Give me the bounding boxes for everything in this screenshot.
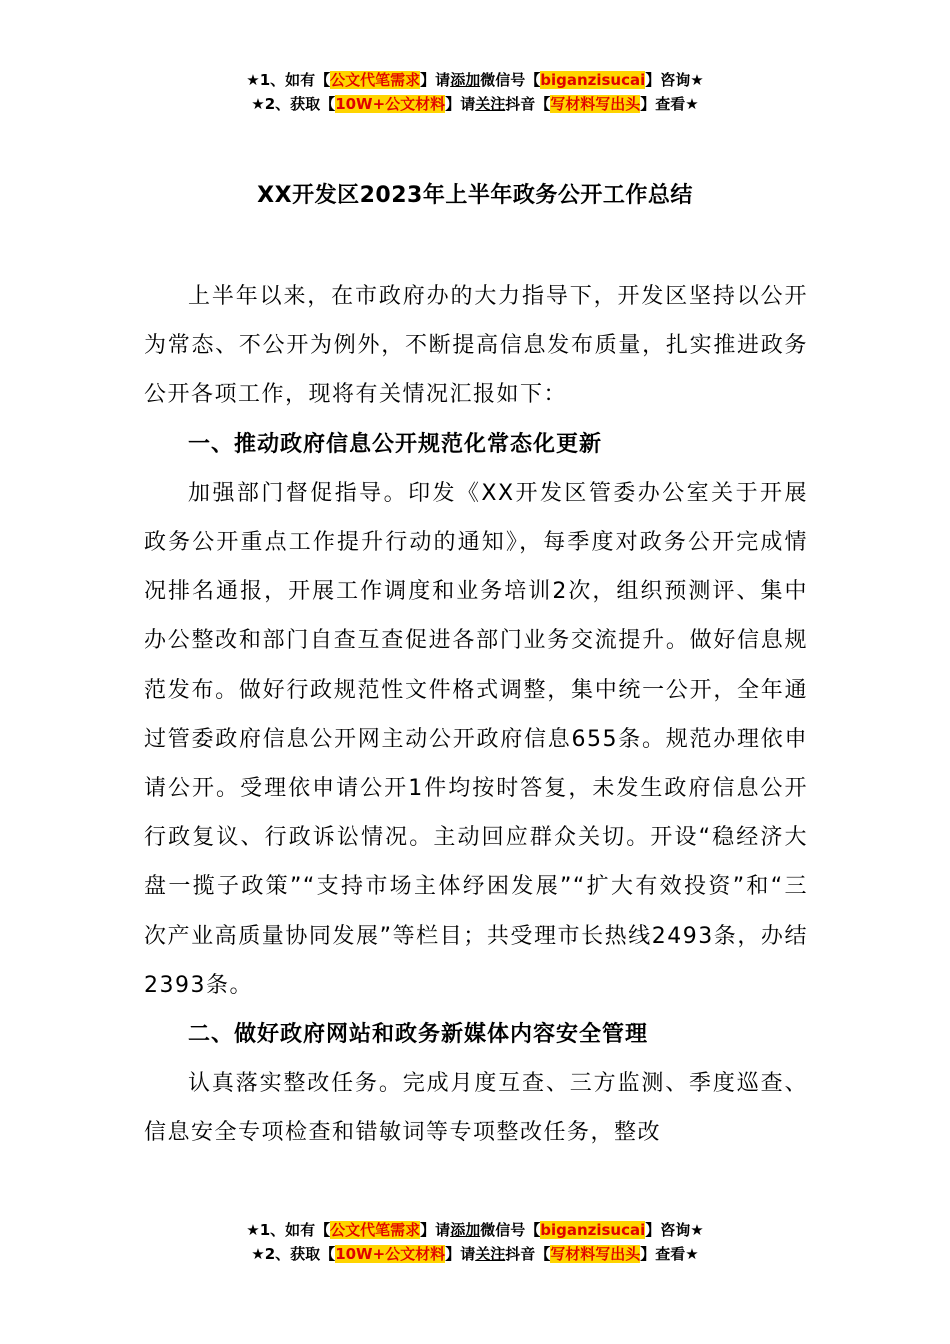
banner-line-1: ★1、如有【公文代笔需求】请添加微信号【biganzisucai】咨询★: [246, 1221, 704, 1239]
highlight-materials: 10W+公文材料: [335, 1245, 446, 1263]
document-body: [144, 272, 808, 1158]
document-title: XX开发区2023年上半年政务公开工作总结: [257, 183, 693, 208]
banner-line-1: ★1、如有【公文代笔需求】请添加微信号【biganzisucai】咨询★: [246, 71, 704, 89]
banner-line-2: ★2、获取【10W+公文材料】请关注抖音【写材料写出头】查看★: [251, 1245, 699, 1263]
highlight-materials: 10W+公文材料: [335, 95, 446, 113]
intro-paragraph: 上半年以来，在市政府办的大力指导下，开发区坚持以公开为常态、不公开为例外，不断提高信息发布质量，扎实推进政务公开各项工作，现将有关情况汇报如下：: [144, 284, 808, 408]
highlight-wechat-id: biganzisucai: [540, 71, 646, 89]
highlight-wechat-id: biganzisucai: [540, 1221, 646, 1239]
banner-line-2: ★2、获取【10W+公文材料】请关注抖音【写材料写出头】查看★: [251, 95, 699, 113]
section-paragraph-2: 认真落实整改任务。完成月度互查、三方监测、季度巡查、信息安全专项检查和错敏词等专项整改任务，整改: [144, 1071, 808, 1146]
section-heading-1: 一、推动政府信息公开规范化常态化更新: [188, 431, 603, 457]
highlight-douyin-id: 写材料写出头: [550, 1245, 641, 1263]
highlight-service: 公文代笔需求: [330, 1221, 421, 1239]
section-heading-2: 二、做好政府网站和政务新媒体内容安全管理: [188, 1022, 649, 1048]
section-paragraph-1: 加强部门督促指导。印发《XX开发区管委办公室关于开展政务公开重点工作提升行动的通知》，每季度对政务公开完成情况排名通报，开展工作调度和业务培训2次，组织预测评、集中办公整改和部门自查互查促进各部门业务交流提升。做好信息规范发布。做好行政规范性文件格式调整，集中统一公开，全年通过管委政府信息公开网主动公开政府信息655条。规范办理依申请公开。受理依申请公开1件均按时答复，未发生政府信息公开行政复议、行政诉讼情况。主动回应群众关切。开设“稳经济大盘一揽子政策”“支持市场主体纾困发展”“扩大有效投资”和“三次产业高质量协同发展”等栏目；共受理市长热线2493条，办结2393条。: [144, 480, 808, 998]
footer-banner: [0, 1218, 950, 1266]
highlight-douyin-id: 写材料写出头: [550, 95, 641, 113]
highlight-service: 公文代笔需求: [330, 71, 421, 89]
header-banner: [0, 68, 950, 116]
